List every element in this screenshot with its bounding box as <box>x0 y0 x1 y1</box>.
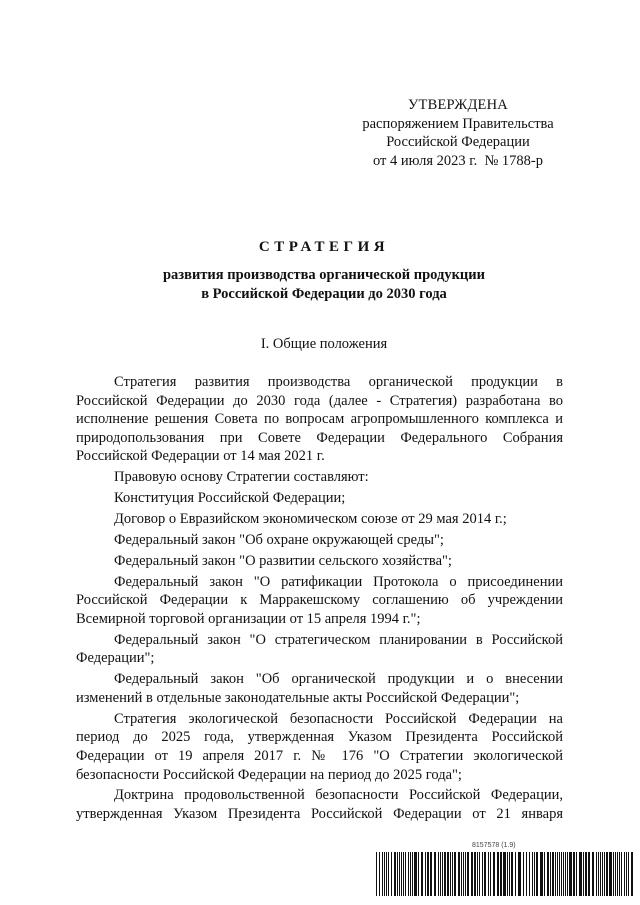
paragraph: Правовую основу Стратегии составляют: <box>114 469 369 486</box>
subtitle-line: в Российской Федерации до 2030 года <box>201 286 447 302</box>
subtitle-line: развития производства органической продукции <box>162 267 486 283</box>
approval-heading: УТВЕРЖДЕНА <box>408 97 508 113</box>
document-barcode <box>376 842 636 898</box>
paragraph: Федеральный закон "О ратификации Протокола о присоединении Российской Федерации к Марракешскому соглашению об учреждении Всемирной торговой организации от 15 апреля 1994 г."; <box>76 573 563 627</box>
barcode-icon <box>376 852 634 896</box>
barcode-number: 8157578 (1.9) <box>472 842 516 849</box>
paragraph: Федеральный закон "О стратегическом планировании в Российской Федерации"; <box>76 631 563 667</box>
paragraph: Стратегия экологической безопасности Российской Федерации на период до 2025 года, утвержденная Указом Президента Российской Федерации от 19 апреля 2017 г. № 176 "О Стратегии экологической безопасности Российской Федерации на период до 2025 года"; <box>76 710 563 783</box>
paragraph: Федеральный закон "Об охране окружающей среды"; <box>114 531 444 548</box>
paragraph: Федеральный закон "Об органической продукции и о внесении изменений в отдельные законодательные акты Российской Федерации"; <box>76 671 563 706</box>
approval-stamp <box>340 96 576 170</box>
approval-line: Российской Федерации <box>386 134 530 150</box>
document-subtitle <box>0 266 640 304</box>
approval-line: распоряжением Правительства <box>362 115 554 132</box>
approval-line: от 4 июля 2023 г. № 1788-р <box>372 152 543 169</box>
paragraph: Договор о Евразийском экономическом союзе от 29 мая 2014 г.; <box>114 511 507 528</box>
paragraph: Стратегия развития производства органической продукции в Российской Федерации до 2030 года (далее - Стратегия) разработана во исполнение решения Совета по вопросам агропромышленного комплекса и природопользования при Совете Федерации Федерального Собрания Российской Федерации от 14 мая 2021 г. <box>76 374 563 465</box>
document-title: СТРАТЕГИЯ <box>258 239 390 255</box>
paragraph: Конституция Российской Федерации; <box>114 490 346 507</box>
section-heading: I. Общие положения <box>260 336 388 352</box>
paragraph: Доктрина продовольственной безопасности Российской Федерации, утвержденная Указом Президента Российской Федерации от 21 января <box>76 787 563 823</box>
paragraph: Федеральный закон "О развитии сельского хозяйства"; <box>114 552 452 569</box>
body-text <box>76 373 563 826</box>
